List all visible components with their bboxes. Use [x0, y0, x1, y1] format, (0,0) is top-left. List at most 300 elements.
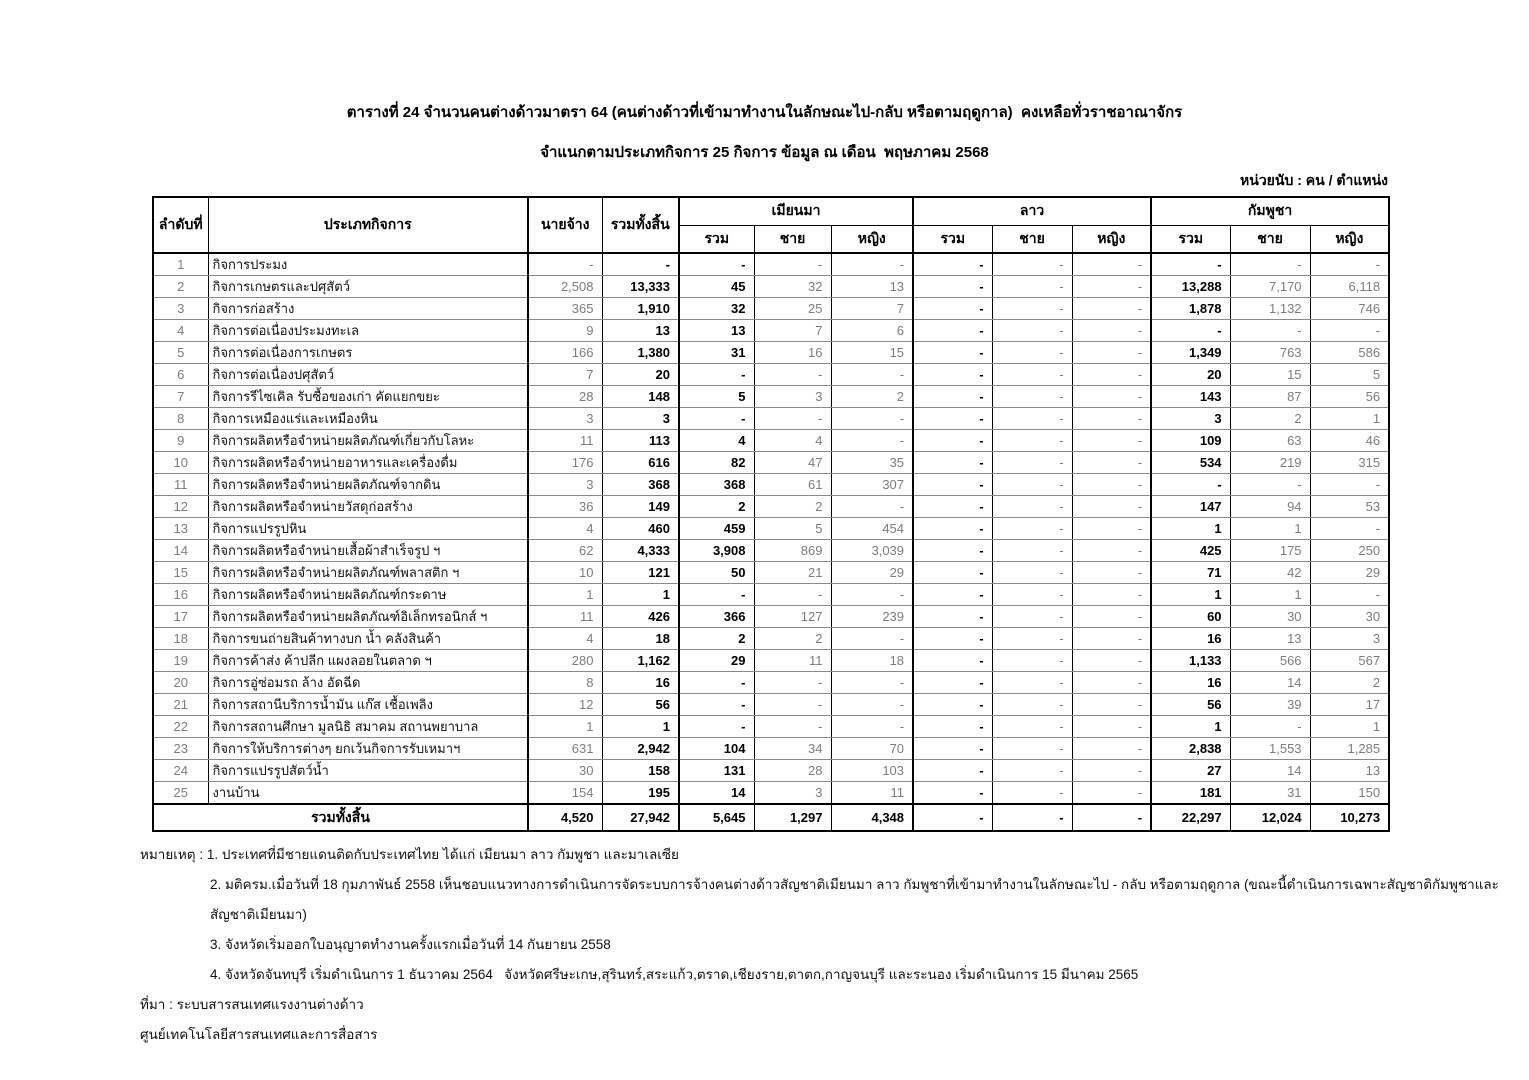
kh-total: 16: [1151, 628, 1230, 650]
table-row: [153, 562, 1389, 584]
mm-total: -: [679, 253, 754, 276]
la-total: -: [913, 253, 992, 276]
table-row: [153, 606, 1389, 628]
la-female: -: [1072, 672, 1151, 694]
la-male: -: [992, 562, 1072, 584]
mm-male: 127: [754, 606, 831, 628]
mm-male: -: [754, 408, 831, 430]
la-female: -: [1072, 253, 1151, 276]
kh-total: 1,133: [1151, 650, 1230, 672]
kh-total: 27: [1151, 760, 1230, 782]
employer-count: 4: [528, 628, 602, 650]
la-male: -: [992, 496, 1072, 518]
la-total: -: [913, 738, 992, 760]
business-type: กิจการเหมืองแร่และเหมืองหิน: [208, 408, 528, 430]
table-row: [153, 276, 1389, 298]
row-no: 11: [153, 474, 208, 496]
mm-female: 35: [831, 452, 913, 474]
mm-male: 3: [754, 782, 831, 805]
grand-total: 16: [602, 672, 679, 694]
la-total: -: [913, 760, 992, 782]
la-male: -: [992, 628, 1072, 650]
grand-total: 113: [602, 430, 679, 452]
kh-male: 15: [1230, 364, 1310, 386]
mm-male: 5: [754, 518, 831, 540]
kh-total: 71: [1151, 562, 1230, 584]
header-group-cambodia: กัมพูชา: [1151, 197, 1389, 225]
mm-female: -: [831, 496, 913, 518]
mm-total: -: [679, 694, 754, 716]
la-total: -: [913, 782, 992, 805]
mm-male: -: [754, 672, 831, 694]
header-mm-female: หญิง: [831, 225, 913, 253]
la-male: -: [992, 452, 1072, 474]
total-label: รวมทั้งสิ้น: [153, 804, 528, 831]
la-male: -: [992, 430, 1072, 452]
mm-female: 454: [831, 518, 913, 540]
kh-female: 53: [1310, 496, 1389, 518]
la-female: -: [1072, 738, 1151, 760]
mm-female: -: [831, 364, 913, 386]
kh-male: 2: [1230, 408, 1310, 430]
grand-total: 3: [602, 408, 679, 430]
grand-total: 121: [602, 562, 679, 584]
employer-count: 280: [528, 650, 602, 672]
total-mm-female: 4,348: [831, 804, 913, 831]
kh-total: 181: [1151, 782, 1230, 805]
table-row: [153, 628, 1389, 650]
table-row: [153, 342, 1389, 364]
table-row: [153, 320, 1389, 342]
la-total: -: [913, 452, 992, 474]
page-title: [0, 0, 1529, 164]
table-row: [153, 253, 1389, 276]
kh-female: 3: [1310, 628, 1389, 650]
business-type: กิจการก่อสร้าง: [208, 298, 528, 320]
data-table: [152, 196, 1390, 832]
total-kh-total: 22,297: [1151, 804, 1230, 831]
grand-total: 616: [602, 452, 679, 474]
mm-female: -: [831, 716, 913, 738]
header-kh-female: หญิง: [1310, 225, 1389, 253]
kh-female: 567: [1310, 650, 1389, 672]
mm-female: -: [831, 408, 913, 430]
la-female: -: [1072, 716, 1151, 738]
kh-male: -: [1230, 320, 1310, 342]
row-no: 1: [153, 253, 208, 276]
row-no: 21: [153, 694, 208, 716]
la-male: -: [992, 298, 1072, 320]
kh-female: 6,118: [1310, 276, 1389, 298]
grand-total: 56: [602, 694, 679, 716]
la-female: -: [1072, 694, 1151, 716]
mm-female: 103: [831, 760, 913, 782]
employer-count: 7: [528, 364, 602, 386]
business-type: กิจการประมง: [208, 253, 528, 276]
grand-total: 460: [602, 518, 679, 540]
grand-total: 1,910: [602, 298, 679, 320]
la-total: -: [913, 430, 992, 452]
kh-male: 175: [1230, 540, 1310, 562]
mm-total: 29: [679, 650, 754, 672]
kh-female: 250: [1310, 540, 1389, 562]
header-la-total: รวม: [913, 225, 992, 253]
business-type: กิจการสถานีบริการน้ำมัน แก๊ส เชื้อเพลิง: [208, 694, 528, 716]
la-female: -: [1072, 606, 1151, 628]
grand-total: 1: [602, 716, 679, 738]
grand-total: 426: [602, 606, 679, 628]
business-type: กิจการขนถ่ายสินค้าทางบก น้ำ คลังสินค้า: [208, 628, 528, 650]
mm-total: -: [679, 716, 754, 738]
la-female: -: [1072, 650, 1151, 672]
mm-total: 3,908: [679, 540, 754, 562]
la-total: -: [913, 716, 992, 738]
business-type: กิจการต่อเนื่องปศุสัตว์: [208, 364, 528, 386]
mm-male: 11: [754, 650, 831, 672]
la-male: -: [992, 276, 1072, 298]
business-type: งานบ้าน: [208, 782, 528, 805]
row-no: 14: [153, 540, 208, 562]
kh-total: 143: [1151, 386, 1230, 408]
la-total: -: [913, 606, 992, 628]
table-row: [153, 474, 1389, 496]
kh-female: 1,285: [1310, 738, 1389, 760]
employer-count: 3: [528, 408, 602, 430]
table-row: [153, 672, 1389, 694]
la-total: -: [913, 562, 992, 584]
kh-female: 315: [1310, 452, 1389, 474]
mm-total: 13: [679, 320, 754, 342]
total-la-male: -: [992, 804, 1072, 831]
la-female: -: [1072, 430, 1151, 452]
mm-female: 70: [831, 738, 913, 760]
source-line1: ที่มา : ระบบสารสนเทศแรงงานต่างด้าว: [140, 997, 364, 1012]
kh-total: -: [1151, 253, 1230, 276]
row-no: 17: [153, 606, 208, 628]
kh-female: 1: [1310, 716, 1389, 738]
table-row: [153, 782, 1389, 805]
business-type: กิจการผลิตหรือจำหน่ายเสื้อผ้าสำเร็จรูป ฯ: [208, 540, 528, 562]
la-total: -: [913, 518, 992, 540]
row-no: 8: [153, 408, 208, 430]
mm-male: 7: [754, 320, 831, 342]
grand-total: 1,162: [602, 650, 679, 672]
la-female: -: [1072, 628, 1151, 650]
kh-total: 3: [1151, 408, 1230, 430]
kh-male: 1: [1230, 518, 1310, 540]
table-area: [152, 170, 1388, 832]
la-female: -: [1072, 760, 1151, 782]
row-no: 10: [153, 452, 208, 474]
la-total: -: [913, 496, 992, 518]
grand-total: 158: [602, 760, 679, 782]
employer-count: 9: [528, 320, 602, 342]
la-total: -: [913, 298, 992, 320]
business-type: กิจการอู่ซ่อมรถ ล้าง อัดฉีด: [208, 672, 528, 694]
kh-total: -: [1151, 320, 1230, 342]
kh-total: 56: [1151, 694, 1230, 716]
header-business-type: ประเภทกิจการ: [208, 197, 528, 253]
table-row: [153, 386, 1389, 408]
row-no: 7: [153, 386, 208, 408]
business-type: กิจการให้บริการต่างๆ ยกเว้นกิจการรับเหมาฯ: [208, 738, 528, 760]
la-male: -: [992, 782, 1072, 805]
la-total: -: [913, 628, 992, 650]
row-no: 25: [153, 782, 208, 805]
business-type: กิจการผลิตหรือจำหน่ายอาหารและเครื่องดื่ม: [208, 452, 528, 474]
kh-male: 1,132: [1230, 298, 1310, 320]
header-no: ลำดับที่: [153, 197, 208, 253]
mm-female: 307: [831, 474, 913, 496]
kh-female: 29: [1310, 562, 1389, 584]
header-grand-total: รวมทั้งสิ้น: [602, 197, 679, 253]
la-female: -: [1072, 452, 1151, 474]
mm-male: -: [754, 253, 831, 276]
header-kh-total: รวม: [1151, 225, 1230, 253]
mm-male: -: [754, 694, 831, 716]
employer-count: 10: [528, 562, 602, 584]
kh-female: -: [1310, 253, 1389, 276]
employer-count: 28: [528, 386, 602, 408]
source-line2: ศูนย์เทคโนโลยีสารสนเทศและการสื่อสาร: [140, 1027, 378, 1042]
employer-count: 11: [528, 606, 602, 628]
kh-female: 2: [1310, 672, 1389, 694]
la-total: -: [913, 694, 992, 716]
table-row: [153, 738, 1389, 760]
kh-male: -: [1230, 253, 1310, 276]
business-type: กิจการผลิตหรือจำหน่ายผลิตภัณฑ์อิเล็กทรอนิกส์ ฯ: [208, 606, 528, 628]
kh-male: 219: [1230, 452, 1310, 474]
mm-total: 5: [679, 386, 754, 408]
header-employer: นายจ้าง: [528, 197, 602, 253]
row-no: 6: [153, 364, 208, 386]
kh-total: 534: [1151, 452, 1230, 474]
row-no: 9: [153, 430, 208, 452]
employer-count: 365: [528, 298, 602, 320]
table-header: [153, 197, 1389, 253]
la-male: -: [992, 320, 1072, 342]
la-male: -: [992, 408, 1072, 430]
title-line2: จำแนกตามประเภทกิจการ 25 กิจการ ข้อมูล ณ เดือน พฤษภาคม 2568: [540, 144, 989, 161]
mm-total: 366: [679, 606, 754, 628]
employer-count: 3: [528, 474, 602, 496]
mm-female: 239: [831, 606, 913, 628]
kh-total: 2,838: [1151, 738, 1230, 760]
mm-male: 21: [754, 562, 831, 584]
kh-male: -: [1230, 474, 1310, 496]
total-mm-total: 5,645: [679, 804, 754, 831]
kh-female: 13: [1310, 760, 1389, 782]
la-male: -: [992, 584, 1072, 606]
mm-total: 2: [679, 628, 754, 650]
grand-total: 20: [602, 364, 679, 386]
la-female: -: [1072, 320, 1151, 342]
business-type: กิจการค้าส่ง ค้าปลีก แผงลอยในตลาด ฯ: [208, 650, 528, 672]
kh-male: 30: [1230, 606, 1310, 628]
unit-note: หน่วยนับ : คน / ตำแหน่ง: [1240, 172, 1388, 188]
mm-female: 3,039: [831, 540, 913, 562]
la-total: -: [913, 474, 992, 496]
employer-count: 4: [528, 518, 602, 540]
mm-male: 2: [754, 496, 831, 518]
mm-total: -: [679, 672, 754, 694]
total-employer-count: 4,520: [528, 804, 602, 831]
la-female: -: [1072, 562, 1151, 584]
employer-count: 154: [528, 782, 602, 805]
total-row: [153, 804, 1389, 831]
la-total: -: [913, 364, 992, 386]
mm-male: 61: [754, 474, 831, 496]
kh-female: 17: [1310, 694, 1389, 716]
employer-count: 62: [528, 540, 602, 562]
kh-total: 1: [1151, 518, 1230, 540]
total-la-total: -: [913, 804, 992, 831]
employer-count: 8: [528, 672, 602, 694]
mm-total: 4: [679, 430, 754, 452]
kh-total: 1: [1151, 716, 1230, 738]
employer-count: 631: [528, 738, 602, 760]
kh-female: 150: [1310, 782, 1389, 805]
la-female: -: [1072, 540, 1151, 562]
employer-count: 1: [528, 584, 602, 606]
kh-female: -: [1310, 518, 1389, 540]
grand-total: 4,333: [602, 540, 679, 562]
kh-male: -: [1230, 716, 1310, 738]
kh-male: 763: [1230, 342, 1310, 364]
table-row: [153, 298, 1389, 320]
table-row: [153, 496, 1389, 518]
kh-total: -: [1151, 474, 1230, 496]
business-type: กิจการสถานศึกษา มูลนิธิ สมาคม สถานพยาบาล: [208, 716, 528, 738]
mm-male: 3: [754, 386, 831, 408]
header-la-female: หญิง: [1072, 225, 1151, 253]
employer-count: 1: [528, 716, 602, 738]
mm-female: 18: [831, 650, 913, 672]
la-female: -: [1072, 474, 1151, 496]
mm-female: -: [831, 672, 913, 694]
business-type: กิจการผลิตหรือจำหน่ายวัสดุก่อสร้าง: [208, 496, 528, 518]
business-type: กิจการผลิตหรือจำหน่ายผลิตภัณฑ์จากดิน: [208, 474, 528, 496]
row-no: 22: [153, 716, 208, 738]
kh-total: 1,878: [1151, 298, 1230, 320]
row-no: 3: [153, 298, 208, 320]
note-3: 3. จังหวัดเริ่มออกใบอนุญาตทำงานครั้งแรกเมื่อวันที่ 14 กันยายน 2558: [210, 937, 611, 952]
kh-female: 1: [1310, 408, 1389, 430]
note-2: 2. มติครม.เมื่อวันที่ 18 กุมภาพันธ์ 2558 เห็นชอบแนวทางการดำเนินการจัดระบบการจ้างคนต่างด้าวสัญชาติเมียนมา ลาว กัมพูชาที่เข้ามาทำงานในลักษณะไป - กลับ หรือตามฤดูกาล (ขณะนี้ดำเนินการเฉพาะสัญชาติกัมพูชาและสัญชาติเมียนมา): [210, 877, 1499, 922]
kh-female: 746: [1310, 298, 1389, 320]
mm-total: -: [679, 584, 754, 606]
mm-total: 14: [679, 782, 754, 805]
la-male: -: [992, 650, 1072, 672]
kh-female: 5: [1310, 364, 1389, 386]
la-male: -: [992, 694, 1072, 716]
grand-total: 13: [602, 320, 679, 342]
la-female: -: [1072, 276, 1151, 298]
notes-section: [140, 840, 1529, 1050]
employer-count: 11: [528, 430, 602, 452]
la-male: -: [992, 606, 1072, 628]
mm-female: 13: [831, 276, 913, 298]
mm-total: 32: [679, 298, 754, 320]
row-no: 20: [153, 672, 208, 694]
row-no: 4: [153, 320, 208, 342]
kh-male: 39: [1230, 694, 1310, 716]
grand-total: 13,333: [602, 276, 679, 298]
table-row: [153, 408, 1389, 430]
table-body: [153, 253, 1389, 804]
table-row: [153, 760, 1389, 782]
mm-female: -: [831, 430, 913, 452]
grand-total: 149: [602, 496, 679, 518]
mm-male: -: [754, 364, 831, 386]
row-no: 13: [153, 518, 208, 540]
note-4: 4. จังหวัดจันทบุรี เริ่มดำเนินการ 1 ธันวาคม 2564 จังหวัดศรีษะเกษ,สุรินทร์,สระแก้ว,ตราด,เชียงราย,ตาตก,กาญจนบุรี และระนอง เริ่มดำเนินการ 15 มีนาคม 2565: [210, 967, 1139, 982]
la-female: -: [1072, 518, 1151, 540]
mm-female: 2: [831, 386, 913, 408]
business-type: กิจการผลิตหรือจำหน่ายผลิตภัณฑ์เกี่ยวกับโลหะ: [208, 430, 528, 452]
la-male: -: [992, 540, 1072, 562]
business-type: กิจการแปรรูปหิน: [208, 518, 528, 540]
mm-male: 32: [754, 276, 831, 298]
la-male: -: [992, 386, 1072, 408]
grand-total: 2,942: [602, 738, 679, 760]
mm-male: 47: [754, 452, 831, 474]
la-female: -: [1072, 298, 1151, 320]
mm-total: 131: [679, 760, 754, 782]
row-no: 23: [153, 738, 208, 760]
la-female: -: [1072, 364, 1151, 386]
kh-female: 586: [1310, 342, 1389, 364]
business-type: กิจการผลิตหรือจำหน่ายผลิตภัณฑ์กระดาษ: [208, 584, 528, 606]
kh-female: -: [1310, 320, 1389, 342]
header-la-male: ชาย: [992, 225, 1072, 253]
note-1: หมายเหตุ : 1. ประเทศที่มีชายแดนติดกับประเทศไทย ได้แก่ เมียนมา ลาว กัมพูชา และมาเลเซีย: [140, 847, 679, 862]
la-female: -: [1072, 782, 1151, 805]
table-row: [153, 452, 1389, 474]
table-row: [153, 430, 1389, 452]
la-total: -: [913, 276, 992, 298]
mm-total: 459: [679, 518, 754, 540]
employer-count: 166: [528, 342, 602, 364]
la-female: -: [1072, 496, 1151, 518]
kh-total: 147: [1151, 496, 1230, 518]
mm-male: 28: [754, 760, 831, 782]
kh-female: 30: [1310, 606, 1389, 628]
la-total: -: [913, 386, 992, 408]
grand-total: 148: [602, 386, 679, 408]
row-no: 2: [153, 276, 208, 298]
la-total: -: [913, 584, 992, 606]
la-male: -: [992, 253, 1072, 276]
row-no: 18: [153, 628, 208, 650]
mm-male: 4: [754, 430, 831, 452]
mm-female: -: [831, 253, 913, 276]
mm-total: 104: [679, 738, 754, 760]
mm-male: -: [754, 584, 831, 606]
mm-total: 45: [679, 276, 754, 298]
mm-female: -: [831, 584, 913, 606]
total-la-female: -: [1072, 804, 1151, 831]
la-male: -: [992, 474, 1072, 496]
employer-count: 176: [528, 452, 602, 474]
la-female: -: [1072, 408, 1151, 430]
kh-total: 425: [1151, 540, 1230, 562]
row-no: 16: [153, 584, 208, 606]
kh-male: 1: [1230, 584, 1310, 606]
kh-total: 1: [1151, 584, 1230, 606]
la-female: -: [1072, 342, 1151, 364]
la-male: -: [992, 760, 1072, 782]
